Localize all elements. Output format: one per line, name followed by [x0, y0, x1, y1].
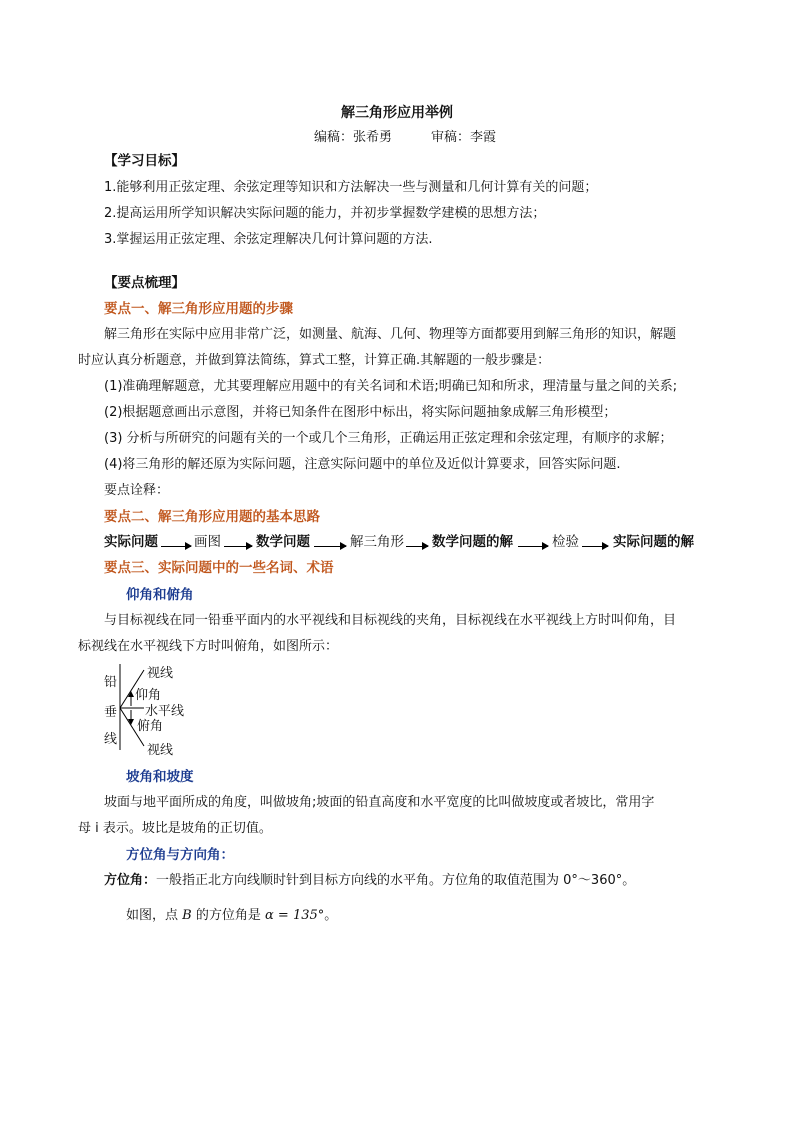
flow-arrow-1: [161, 546, 191, 547]
diagram-sight-bottom: 视线: [147, 743, 174, 758]
diagram-vertical-char-1: 铅: [104, 675, 118, 690]
example-formula: α = 135°: [265, 908, 325, 923]
goal-item-2: 2.提高运用所学知识解决实际问题的能力，并初步掌握数学建模的思想方法；: [104, 206, 546, 221]
flow-arrow-4: [406, 546, 428, 547]
example-point: B: [182, 908, 192, 923]
sub3-title: 方位角与方向角：: [126, 847, 234, 863]
sub1-text-line1: 与目标视线在同一铅垂平面内的水平视线和目标视线的夹角，目标视线在水平视线上方时叫仰角，目: [104, 613, 677, 628]
flow-step-1: 实际问题: [104, 534, 158, 550]
step-4: (4)将三角形的解还原为实际问题，注意实际问题中的单位及近似计算要求，回答实际问题.: [104, 457, 621, 472]
diagram-horizontal-label: 水平线: [145, 704, 185, 719]
sub1-title: 仰角和俯角: [126, 587, 194, 603]
diagram-sight-top: 视线: [147, 666, 174, 681]
flow-step-5: 数学问题的解: [432, 534, 513, 550]
flow-arrow-2: [224, 546, 252, 547]
flow-arrow-3: [314, 546, 346, 547]
point1-intro-line2: 时应认真分析题意，并做到算法简练，算式工整，计算正确.其解题的一般步骤是：: [78, 353, 551, 368]
step-2: (2)根据题意画出示意图，并将已知条件在图形中标出，将实际问题抽象成解三角形模型；: [104, 405, 617, 420]
goal-item-3: 3.掌握运用正弦定理、余弦定理解决几何计算问题的方法.: [104, 232, 433, 247]
azimuth-label: 方位角：: [104, 873, 157, 888]
sub2-title: 坡角和坡度: [126, 769, 194, 785]
note-label: 要点诠释：: [104, 483, 170, 498]
diagram-elevation-label: 仰角: [135, 688, 162, 703]
point1-title: 要点一、解三角形应用题的步骤: [104, 301, 293, 317]
point3-title: 要点三、实际问题中的一些名词、术语: [104, 560, 334, 576]
flow-step-3: 数学问题: [256, 534, 310, 550]
summary-header: 【要点梳理】: [104, 275, 185, 291]
azimuth-line: [104, 869, 635, 888]
example-end: 。: [324, 908, 338, 923]
diagram-vertical-char-3: 线: [104, 732, 118, 747]
diagram-vertical-char-2: 垂: [104, 705, 118, 720]
azimuth-text: 一般指正北方向线顺时针到目标方向线的水平角。方位角的取值范围为 0°～360°。: [156, 873, 636, 888]
flow-step-6: 检验: [552, 534, 579, 550]
flow-step-4: 解三角形: [350, 534, 404, 550]
step-1: (1)准确理解题意，尤其要理解应用题中的有关名词和术语;明确已知和所求，理清量与量之间的关系;: [104, 379, 678, 394]
goals-header: 【学习目标】: [104, 153, 185, 169]
point1-intro-line1: 解三角形在实际中应用非常广泛，如测量、航海、几何、物理等方面都要用到解三角形的知识，解题: [104, 327, 677, 342]
flow-arrow-5: [518, 546, 548, 547]
example-line: [126, 904, 337, 923]
authors-line: 编稿：张希勇 审稿：李霞: [314, 130, 497, 145]
example-mid: 的方位角是: [195, 908, 261, 923]
example-prefix: 如图，点: [126, 908, 179, 923]
flow-step-2: 画图: [194, 534, 221, 550]
page-title: 解三角形应用举例: [341, 105, 453, 121]
step-3: (3) 分析与所研究的问题有关的一个或几个三角形，正确运用正弦定理和余弦定理，有顺序的求解；: [104, 431, 673, 446]
point2-title: 要点二、解三角形应用题的基本思路: [104, 509, 320, 525]
sub2-text-line2: 母 i 表示。坡比是坡角的正切值。: [78, 821, 272, 836]
sub1-text-line2: 标视线在水平视线下方时叫俯角，如图所示：: [78, 639, 339, 654]
sub2-text-line1: 坡面与地平面所成的角度，叫做坡角;坡面的铅直高度和水平宽度的比叫做坡度或者坡比，常用字: [104, 795, 655, 810]
goal-item-1: 1.能够利用正弦定理、余弦定理等知识和方法解决一些与测量和几何计算有关的问题；: [104, 180, 598, 195]
flow-step-7: 实际问题的解: [613, 534, 694, 550]
diagram-depression-label: 俯角: [137, 719, 164, 734]
flow-arrow-6: [582, 546, 608, 547]
